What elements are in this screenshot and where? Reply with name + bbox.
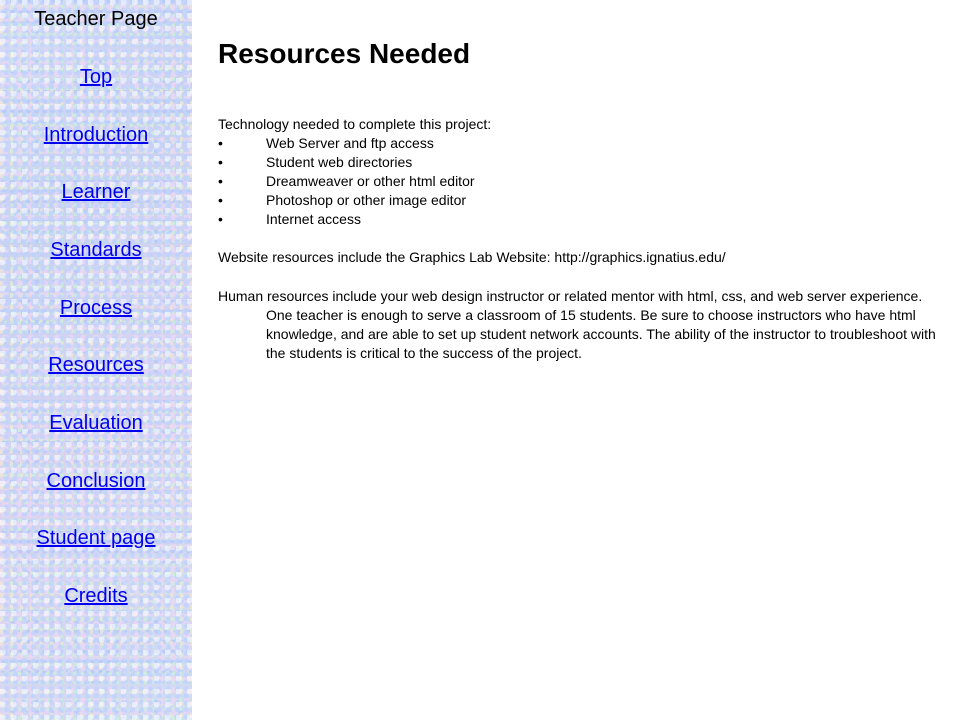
list-item-text: Photoshop or other image editor xyxy=(266,192,467,208)
list-item-text: Dreamweaver or other html editor xyxy=(266,173,475,189)
tech-intro-text: Technology needed to complete this project: xyxy=(218,116,492,132)
nav-link-conclusion[interactable]: Conclusion xyxy=(46,470,146,492)
bullet-icon: • xyxy=(218,154,223,170)
list-item xyxy=(218,134,475,153)
list-item xyxy=(218,191,475,210)
nav-link-credits[interactable]: Credits xyxy=(64,585,128,607)
bullet-icon: • xyxy=(218,192,223,208)
nav-link-standards[interactable]: Standards xyxy=(50,239,142,261)
page-title: Resources Needed xyxy=(218,38,471,69)
nav-link-introduction[interactable]: Introduction xyxy=(43,124,149,146)
human-resources-text: Human resources include your web design instructor or related mentor with html, css, and web server experience. One teacher is enough to serve a classroom of 15 students. Be sure to choose instructors who have html knowledge, and are able to set up student network accounts. The ability of the instructor to troubleshoot with the students is critical to the success of the project. xyxy=(218,288,936,361)
list-item xyxy=(218,172,475,191)
list-item xyxy=(218,210,475,229)
bullet-icon: • xyxy=(218,211,223,227)
nav-link-process[interactable]: Process xyxy=(59,297,133,319)
bullet-icon: • xyxy=(218,173,223,189)
nav-link-evaluation[interactable]: Evaluation xyxy=(49,412,143,434)
nav-link-top[interactable]: Top xyxy=(79,66,113,88)
list-item-text: Internet access xyxy=(266,211,361,227)
list-item xyxy=(218,153,475,172)
nav-link-learner[interactable]: Learner xyxy=(61,181,131,203)
list-item-text: Student web directories xyxy=(266,154,413,170)
bullet-icon: • xyxy=(218,135,223,151)
nav-link-student-page[interactable]: Student page xyxy=(36,527,156,549)
list-item-text: Web Server and ftp access xyxy=(266,135,434,151)
sidebar-nav xyxy=(0,0,192,720)
website-resources-text: Website resources include the Graphics Lab Website: http://graphics.ignatius.edu/ xyxy=(218,249,726,265)
nav-link-resources[interactable]: Resources xyxy=(48,354,144,376)
sidebar-title: Teacher Page xyxy=(34,8,158,30)
tech-list xyxy=(218,134,475,229)
